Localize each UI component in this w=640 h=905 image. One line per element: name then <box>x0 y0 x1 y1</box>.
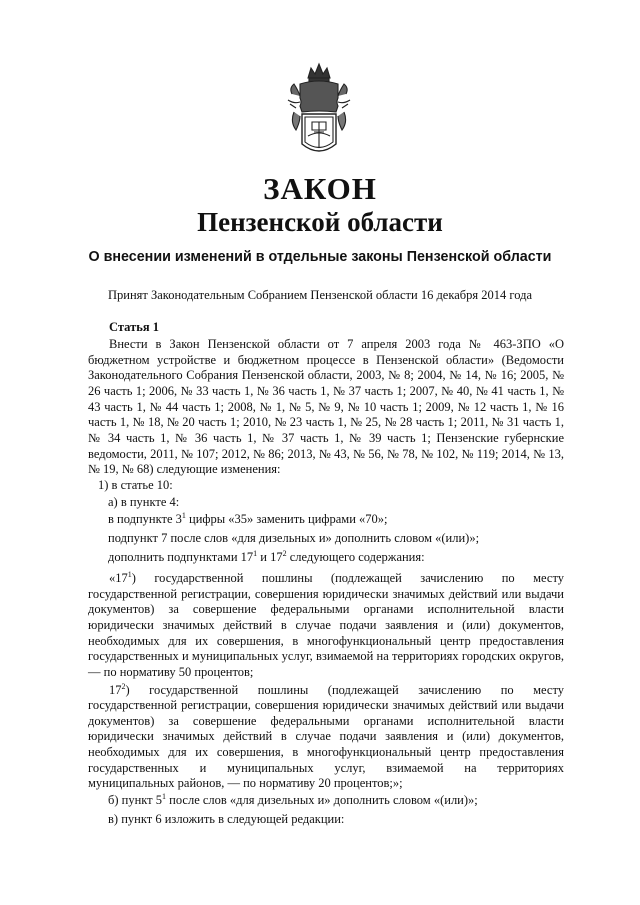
subitem-3: дополнить подпунктами $17^1$ и $17^2$ следующего содержания: <box>108 548 425 564</box>
article-intro: Внести в Закон Пензенской области от 7 апреля 2003 года № 463-ЗПО «О бюджетном устройстве и бюджетном процессе в Пензенской области» (Ведомости Законодательного Собрания Пензенской области, 2003, № 8; 2004, № 14, № 16; 2005, № 26 часть 1; 2006, № 33 часть 1, № 36 часть 1, № 37 часть 1; 2007, № 40, № 41 часть 1, № 43 часть 1, № 44 часть 1; 2008, № 1, № 5, № 9, № 10 часть 1; 2009, № 12 часть 1, № 16 часть 1, № 18, № 20 часть 1; 2010, № 23 часть 1, № 25, № 28 часть 1; 2011, № 31 часть 1, № 34 часть 1, № 36 часть 1, № 37 часть 1, № 39 часть 1; Пензенские губернские ведомости, 2011, № 107; 2012, № 86; 2013, № 43, № 56, № 78, № 102, № 119; 2014, № 13, № 19, № 68) следующие изменения: <box>88 337 564 477</box>
law-title: ЗАКОН <box>263 171 377 206</box>
paragraph-17-2-body: государственной регистрации, совершения юридически значимых действий или выдачи документов) за совершение федеральными органами исполнительной власти юридически значимых действий в случае подачи заявления и (или) документов, необходимых для их совершения, в многофункциональный центр предоставления государственных и муниципальных услуг, взимаемой на территориях <box>88 698 564 775</box>
subitem-1: в подпункте $3^1$ цифры «35» заменить цифрами «70»; <box>108 510 388 526</box>
paragraph-17-1-first-line: «$17^1$) государственной пошлины (подлежащей зачислению по месту <box>109 569 564 585</box>
coat-of-arms-icon <box>286 60 352 160</box>
article-heading: Статья 1 <box>109 320 159 334</box>
item-1: 1) в статье 10: <box>98 477 173 492</box>
item-c: в) пункт 6 изложить в следующей редакции: <box>108 812 345 827</box>
adoption-note: Принят Законодательным Собранием Пензенской области 16 декабря 2014 года <box>107 288 533 302</box>
paragraph-17-2-first-line: $17^2$) государственной пошлины (подлежащей зачислению по месту <box>109 681 564 697</box>
item-1a: а) в пункте 4: <box>108 494 180 509</box>
law-subject: О внесении изменений в отдельные законы Пензенской области <box>88 249 552 265</box>
article-body <box>88 320 564 831</box>
law-region: Пензенской области <box>197 207 443 237</box>
paragraph-17-2-last-line: муниципальных районов, — по нормативу 20 процентов;»; <box>88 776 403 791</box>
subitem-2: подпункт 7 после слов «для дизельных и» дополнить словом «(или)»; <box>108 530 480 545</box>
item-b: б) пункт $5^1$ после слов «для дизельных и» дополнить словом «(или)»; <box>108 792 478 808</box>
paragraph-17-1-body: государственной регистрации, совершения юридически значимых действий или выдачи документов) за совершение федеральными органами исполнительной власти юридически значимых действий в случае подачи заявления и (или) документов, необходимых для их совершения, в многофункциональный центр предоставления государственных и муниципальных услуг, взимаемой на территориях городских округов, — по нормативу 50 процентов; <box>88 586 564 679</box>
